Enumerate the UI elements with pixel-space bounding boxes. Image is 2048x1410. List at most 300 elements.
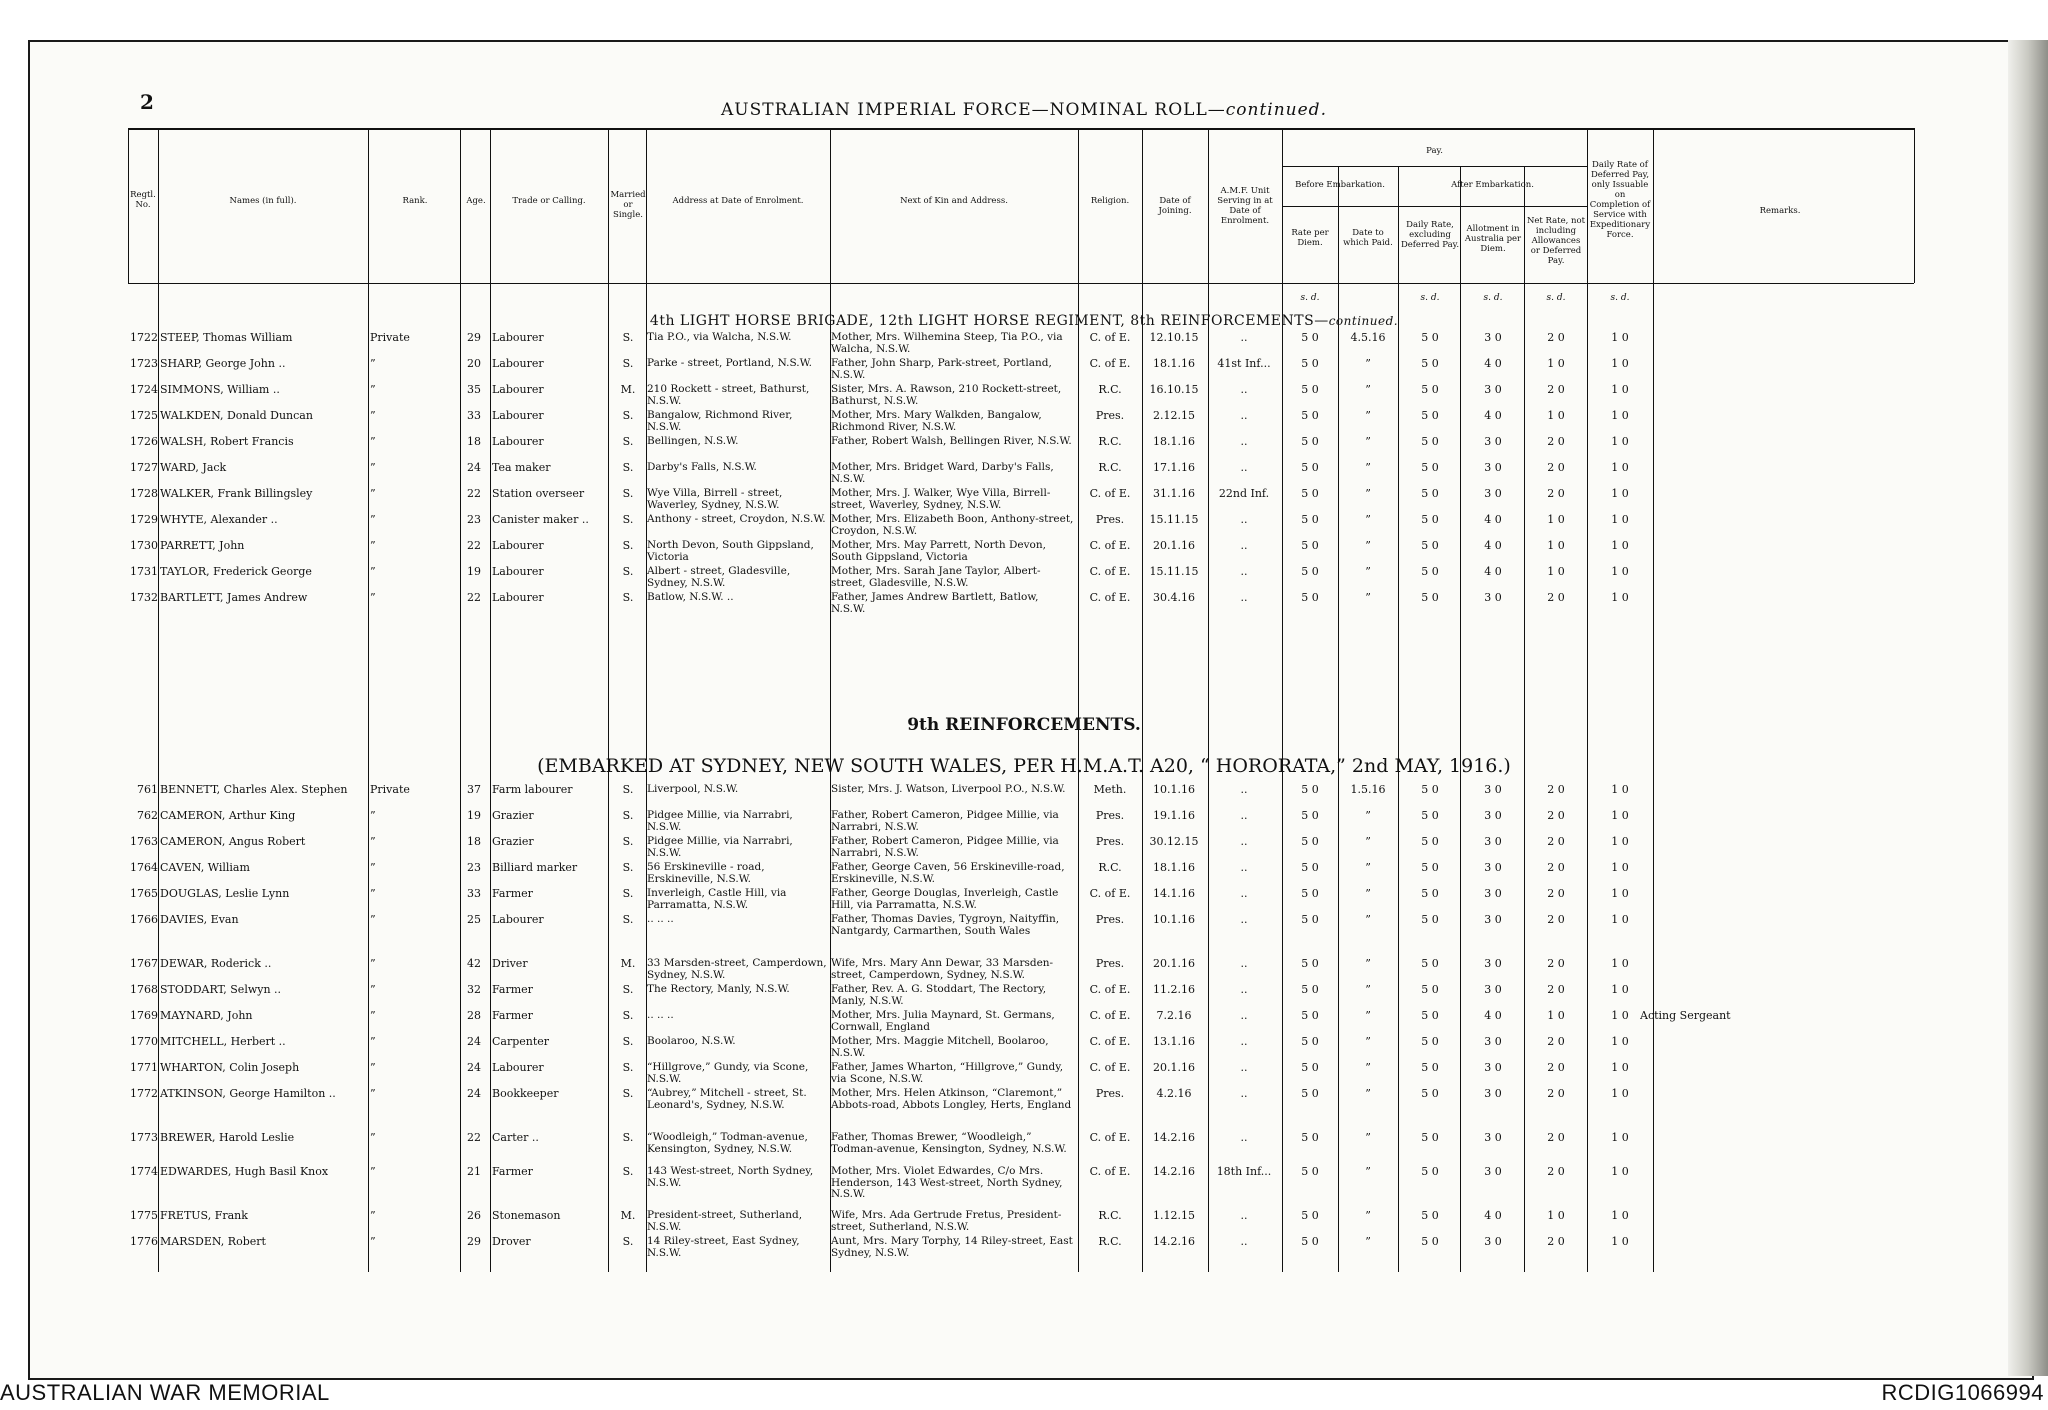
- cell-name: STEEP, Thomas William: [160, 332, 293, 344]
- cell-rate: 5 0: [1301, 862, 1319, 874]
- table-row: [0, 1236, 2048, 1262]
- cell-ms: S.: [622, 514, 634, 526]
- cell-rank: ”: [370, 836, 376, 848]
- cell-rel: R.C.: [1098, 862, 1122, 874]
- running-head-suffix: continued.: [1225, 100, 1327, 120]
- cell-allot: 3 0: [1484, 836, 1502, 848]
- cell-rank: ”: [370, 410, 376, 422]
- cell-def: 1 0: [1611, 810, 1629, 822]
- cell-age: 25: [467, 914, 481, 926]
- cell-trade: Farmer: [492, 984, 533, 996]
- cell-rate: 5 0: [1301, 1166, 1319, 1178]
- cell-allot: 3 0: [1484, 958, 1502, 970]
- cell-def: 1 0: [1611, 1236, 1629, 1248]
- cell-date: 4.2.16: [1156, 1088, 1192, 1100]
- cell-paid: ”: [1365, 958, 1371, 970]
- header-daily-rate: Daily Rate, excluding Deferred Pay.: [1400, 220, 1460, 250]
- cell-age: 18: [467, 436, 481, 448]
- cell-ms: S.: [622, 488, 634, 500]
- cell-paid: ”: [1365, 1010, 1371, 1022]
- cell-ms: S.: [622, 784, 634, 796]
- cell-addr: 56 Erskineville - road, Erskineville, N.S.W.: [647, 862, 765, 885]
- cell-paid: ”: [1365, 1236, 1371, 1248]
- cell-addr: Bangalow, Richmond River, N.S.W.: [647, 410, 793, 433]
- table-row: [0, 810, 2048, 836]
- cell-ms: S.: [622, 332, 634, 344]
- cell-allot: 4 0: [1484, 566, 1502, 578]
- cell-trade: Tea maker: [492, 462, 551, 474]
- cell-name: BREWER, Harold Leslie: [160, 1132, 295, 1144]
- cell-rank: ”: [370, 862, 376, 874]
- cell-date: 10.1.16: [1153, 914, 1195, 926]
- cell-addr: 14 Riley-street, East Sydney, N.S.W.: [647, 1236, 800, 1259]
- cell-rate: 5 0: [1301, 462, 1319, 474]
- page-number: 2: [140, 90, 154, 114]
- cell-trade: Station overseer: [492, 488, 585, 500]
- cell-rate: 5 0: [1301, 384, 1319, 396]
- cell-addr: Batlow, N.S.W. ..: [647, 592, 734, 603]
- cell-rank: ”: [370, 1036, 376, 1048]
- cell-allot: 4 0: [1484, 1210, 1502, 1222]
- cell-kin: Wife, Mrs. Mary Ann Dewar, 33 Marsden-street, Camperdown, Sydney, N.S.W.: [831, 958, 1054, 981]
- cell-rank: ”: [370, 1088, 376, 1100]
- cell-allot: 3 0: [1484, 810, 1502, 822]
- column-rule: [1914, 128, 1915, 283]
- cell-name: MAYNARD, John: [160, 1010, 253, 1022]
- cell-paid: ”: [1365, 836, 1371, 848]
- cell-ms: M.: [620, 1210, 636, 1222]
- cell-age: 23: [467, 514, 481, 526]
- unit-net: s. d.: [1546, 293, 1566, 303]
- cell-net: 2 0: [1547, 462, 1565, 474]
- header-next-of-kin: Next of Kin and Address.: [900, 196, 1008, 206]
- cell-rate: 5 0: [1301, 488, 1319, 500]
- cell-unit: ..: [1240, 836, 1248, 848]
- table-row: [0, 1088, 2048, 1114]
- header-rate-per-diem: Rate per Diem.: [1291, 228, 1329, 248]
- table-row: [0, 1036, 2048, 1062]
- cell-daily: 5 0: [1421, 332, 1439, 344]
- cell-allot: 3 0: [1484, 1062, 1502, 1074]
- cell-rate: 5 0: [1301, 1010, 1319, 1022]
- cell-age: 23: [467, 862, 481, 874]
- cell-age: 37: [467, 784, 481, 796]
- cell-def: 1 0: [1611, 566, 1629, 578]
- cell-age: 33: [467, 888, 481, 900]
- table-row: [0, 358, 2048, 384]
- cell-unit: ..: [1240, 958, 1248, 970]
- cell-rank: ”: [370, 914, 376, 926]
- cell-trade: Driver: [492, 958, 528, 970]
- cell-paid: ”: [1365, 862, 1371, 874]
- cell-age: 35: [467, 384, 481, 396]
- cell-def: 1 0: [1611, 436, 1629, 448]
- cell-trade: Drover: [492, 1236, 531, 1248]
- table-row: [0, 384, 2048, 410]
- cell-daily: 5 0: [1421, 914, 1439, 926]
- cell-ms: M.: [620, 384, 636, 396]
- table-row: [0, 566, 2048, 592]
- cell-addr: Anthony - street, Croydon, N.S.W.: [647, 514, 826, 525]
- cell-age: 33: [467, 410, 481, 422]
- cell-net: 2 0: [1547, 958, 1565, 970]
- table-row: [0, 332, 2048, 358]
- cell-trade: Labourer: [492, 436, 544, 448]
- cell-unit: ..: [1240, 914, 1248, 926]
- header-date-joining: Date of Joining.: [1158, 196, 1192, 216]
- cell-no: 1765: [130, 888, 158, 900]
- cell-addr: “Hillgrove,” Gundy, via Scone, N.S.W.: [647, 1062, 809, 1085]
- cell-daily: 5 0: [1421, 488, 1439, 500]
- cell-kin: Mother, Mrs. May Parrett, North Devon, South Gippsland, Victoria: [831, 540, 1046, 563]
- header-bottom-rule: [128, 283, 1914, 284]
- cell-kin: Mother, Mrs. Elizabeth Boon, Anthony-street, Croydon, N.S.W.: [831, 514, 1074, 537]
- header-remarks: Remarks.: [1759, 206, 1801, 216]
- cell-kin: Father, James Wharton, “Hillgrove,” Gundy, via Scone, N.S.W.: [831, 1062, 1064, 1085]
- cell-addr: Wye Villa, Birrell - street, Waverley, Sydney, N.S.W.: [647, 488, 783, 511]
- cell-allot: 3 0: [1484, 592, 1502, 604]
- cell-age: 26: [467, 1210, 481, 1222]
- cell-trade: Labourer: [492, 540, 544, 552]
- cell-unit: ..: [1240, 1132, 1248, 1144]
- cell-paid: ”: [1365, 1088, 1371, 1100]
- cell-ms: S.: [622, 1036, 634, 1048]
- cell-name: STODDART, Selwyn ..: [160, 984, 282, 996]
- cell-trade: Farm labourer: [492, 784, 573, 796]
- cell-def: 1 0: [1611, 410, 1629, 422]
- cell-kin: Mother, Mrs. Wilhemina Steep, Tia P.O., via Walcha, N.S.W.: [831, 332, 1063, 355]
- cell-ms: S.: [622, 914, 634, 926]
- cell-unit: ..: [1240, 888, 1248, 900]
- cell-no: 1767: [130, 958, 158, 970]
- cell-paid: ”: [1365, 358, 1371, 370]
- header-net-rate: Net Rate, not including Allowances or Deferred Pay.: [1526, 216, 1586, 266]
- cell-kin: Sister, Mrs. A. Rawson, 210 Rockett-street, Bathurst, N.S.W.: [831, 384, 1062, 407]
- cell-age: 28: [467, 1010, 481, 1022]
- cell-addr: Liverpool, N.S.W.: [647, 784, 739, 795]
- cell-no: 1726: [130, 436, 158, 448]
- running-head-title: AUSTRALIAN IMPERIAL FORCE—NOMINAL ROLL—: [721, 100, 1226, 120]
- cell-age: 18: [467, 836, 481, 848]
- cell-age: 32: [467, 984, 481, 996]
- cell-net: 2 0: [1547, 436, 1565, 448]
- cell-date: 31.1.16: [1153, 488, 1195, 500]
- cell-ms: S.: [622, 836, 634, 848]
- cell-rate: 5 0: [1301, 984, 1319, 996]
- cell-rel: R.C.: [1098, 462, 1122, 474]
- cell-rate: 5 0: [1301, 1062, 1319, 1074]
- section2-title: 9th REINFORCEMENTS.: [907, 715, 1141, 735]
- table-row: [0, 1132, 2048, 1158]
- cell-no: 1775: [130, 1210, 158, 1222]
- cell-name: WHARTON, Colin Joseph: [160, 1062, 300, 1074]
- cell-rel: Pres.: [1095, 810, 1125, 822]
- cell-name: MARSDEN, Robert: [160, 1236, 266, 1248]
- cell-ms: S.: [622, 1166, 634, 1178]
- table-row: [0, 410, 2048, 436]
- cell-allot: 3 0: [1484, 1166, 1502, 1178]
- cell-def: 1 0: [1611, 1010, 1629, 1022]
- cell-unit: ..: [1240, 1010, 1248, 1022]
- cell-ms: S.: [622, 436, 634, 448]
- cell-daily: 5 0: [1421, 784, 1439, 796]
- cell-paid: ”: [1365, 914, 1371, 926]
- cell-allot: 3 0: [1484, 1088, 1502, 1100]
- cell-rel: C. of E.: [1089, 888, 1131, 900]
- cell-kin: Father, George Douglas, Inverleigh, Castle Hill, via Parramatta, N.S.W.: [831, 888, 1059, 911]
- cell-name: SIMMONS, William ..: [160, 384, 280, 396]
- header-names: Names (in full).: [229, 196, 297, 206]
- cell-net: 1 0: [1547, 514, 1565, 526]
- unit-rate: s. d.: [1300, 293, 1320, 303]
- cell-name: WALKER, Frank Billingsley: [160, 488, 313, 500]
- cell-allot: 3 0: [1484, 1036, 1502, 1048]
- cell-no: 1768: [130, 984, 158, 996]
- cell-daily: 5 0: [1421, 358, 1439, 370]
- cell-paid: ”: [1365, 1132, 1371, 1144]
- cell-rel: C. of E.: [1089, 1166, 1131, 1178]
- cell-name: EDWARDES, Hugh Basil Knox: [160, 1166, 329, 1178]
- cell-rank: ”: [370, 1236, 376, 1248]
- cell-def: 1 0: [1611, 540, 1629, 552]
- section1-heading: [0, 313, 2048, 329]
- header-date-paid: Date to which Paid.: [1343, 228, 1393, 248]
- table-row: [0, 1166, 2048, 1200]
- cell-def: 1 0: [1611, 1036, 1629, 1048]
- cell-rate: 5 0: [1301, 332, 1319, 344]
- cell-date: 17.1.16: [1153, 462, 1195, 474]
- cell-age: 22: [467, 1132, 481, 1144]
- cell-unit: ..: [1240, 540, 1248, 552]
- cell-unit: ..: [1240, 332, 1248, 344]
- cell-trade: Labourer: [492, 914, 544, 926]
- cell-trade: Bookkeeper: [492, 1088, 559, 1100]
- cell-daily: 5 0: [1421, 540, 1439, 552]
- cell-ms: S.: [622, 566, 634, 578]
- cell-daily: 5 0: [1421, 984, 1439, 996]
- cell-name: WHYTE, Alexander ..: [160, 514, 278, 526]
- cell-trade: Labourer: [492, 358, 544, 370]
- cell-no: 1728: [130, 488, 158, 500]
- cell-addr: Inverleigh, Castle Hill, via Parramatta, N.S.W.: [647, 888, 787, 911]
- cell-age: 24: [467, 1088, 481, 1100]
- cell-date: 12.10.15: [1149, 332, 1199, 344]
- cell-kin: Mother, Mrs. Mary Walkden, Bangalow, Richmond River, N.S.W.: [831, 410, 1042, 433]
- cell-ms: S.: [622, 888, 634, 900]
- cell-rel: Pres.: [1095, 1088, 1125, 1100]
- table-row: [0, 958, 2048, 984]
- cell-name: PARRETT, John: [160, 540, 245, 552]
- cell-date: 30.12.15: [1149, 836, 1199, 848]
- cell-rate: 5 0: [1301, 592, 1319, 604]
- cell-kin: Mother, Mrs. Violet Edwardes, C/o Mrs. Henderson, 143 West-street, North Sydney, N.S.W.: [831, 1166, 1063, 1200]
- cell-allot: 3 0: [1484, 888, 1502, 900]
- cell-date: 18.1.16: [1153, 436, 1195, 448]
- header-married: Married or Single.: [610, 190, 646, 220]
- cell-paid: ”: [1365, 566, 1371, 578]
- cell-rel: C. of E.: [1089, 358, 1131, 370]
- cell-addr: Tia P.O., via Walcha, N.S.W.: [647, 332, 792, 343]
- cell-unit: 18th Inf...: [1216, 1166, 1272, 1178]
- cell-net: 2 0: [1547, 1036, 1565, 1048]
- cell-trade: Labourer: [492, 332, 544, 344]
- cell-name: FRETUS, Frank: [160, 1210, 248, 1222]
- cell-kin: Father, George Caven, 56 Erskineville-road, Erskineville, N.S.W.: [831, 862, 1065, 885]
- cell-rank: ”: [370, 1010, 376, 1022]
- table-row: [0, 862, 2048, 888]
- cell-name: ATKINSON, George Hamilton ..: [160, 1088, 336, 1100]
- cell-name: WALSH, Robert Francis: [160, 436, 294, 448]
- cell-daily: 5 0: [1421, 514, 1439, 526]
- running-head: [0, 100, 2048, 120]
- cell-date: 14.2.16: [1153, 1166, 1195, 1178]
- cell-age: 24: [467, 1036, 481, 1048]
- cell-ms: S.: [622, 862, 634, 874]
- cell-daily: 5 0: [1421, 384, 1439, 396]
- header-before-embarkation: Before Embarkation.: [1295, 180, 1385, 190]
- table-row: [0, 1062, 2048, 1088]
- cell-unit: 22nd Inf.: [1218, 488, 1270, 500]
- cell-daily: 5 0: [1421, 462, 1439, 474]
- cell-daily: 5 0: [1421, 862, 1439, 874]
- cell-def: 1 0: [1611, 1062, 1629, 1074]
- cell-addr: 33 Marsden-street, Camperdown, Sydney, N.S.W.: [647, 958, 827, 981]
- header-top-rule: [128, 128, 1914, 130]
- cell-no: 1727: [130, 462, 158, 474]
- cell-unit: ..: [1240, 1236, 1248, 1248]
- cell-age: 20: [467, 358, 481, 370]
- cell-kin: Aunt, Mrs. Mary Torphy, 14 Riley-street, East Sydney, N.S.W.: [831, 1236, 1073, 1259]
- cell-rel: R.C.: [1098, 384, 1122, 396]
- cell-rel: C. of E.: [1089, 592, 1131, 604]
- cell-kin: Father, Thomas Brewer, “Woodleigh,” Todman-avenue, Kensington, Sydney, N.S.W.: [831, 1132, 1067, 1155]
- footer-right: RCDIG1066994: [1881, 1380, 2044, 1405]
- cell-rel: C. of E.: [1089, 984, 1131, 996]
- cell-date: 20.1.16: [1153, 1062, 1195, 1074]
- cell-trade: Canister maker ..: [492, 514, 589, 526]
- cell-age: 21: [467, 1166, 481, 1178]
- cell-rank: ”: [370, 888, 376, 900]
- cell-addr: Pidgee Millie, via Narrabri, N.S.W.: [647, 836, 793, 859]
- cell-rel: Pres.: [1095, 836, 1125, 848]
- cell-no: 1766: [130, 914, 158, 926]
- table-row: [0, 540, 2048, 566]
- cell-net: 2 0: [1547, 888, 1565, 900]
- cell-kin: Mother, Mrs. Julia Maynard, St. Germans, Cornwall, England: [831, 1010, 1055, 1033]
- cell-def: 1 0: [1611, 984, 1629, 996]
- cell-name: DAVIES, Evan: [160, 914, 239, 926]
- cell-no: 1729: [130, 514, 158, 526]
- cell-def: 1 0: [1611, 784, 1629, 796]
- cell-rate: 5 0: [1301, 1132, 1319, 1144]
- table-row: [0, 436, 2048, 462]
- cell-ms: S.: [622, 984, 634, 996]
- pay-sub-rule-2: [1282, 206, 1587, 207]
- cell-allot: 4 0: [1484, 1010, 1502, 1022]
- table-row: [0, 984, 2048, 1010]
- cell-no: 1776: [130, 1236, 158, 1248]
- cell-rank: ”: [370, 958, 376, 970]
- cell-rank: ”: [370, 514, 376, 526]
- pay-sub-rule: [1282, 166, 1587, 167]
- cell-daily: 5 0: [1421, 836, 1439, 848]
- cell-net: 2 0: [1547, 488, 1565, 500]
- cell-trade: Billiard marker: [492, 862, 578, 874]
- cell-paid: 4.5.16: [1350, 332, 1386, 344]
- header-pay: Pay.: [1426, 146, 1443, 156]
- cell-trade: Farmer: [492, 1166, 533, 1178]
- cell-net: 1 0: [1547, 410, 1565, 422]
- cell-no: 1769: [130, 1010, 158, 1022]
- cell-rank: ”: [370, 1166, 376, 1178]
- cell-trade: Carpenter: [492, 1036, 550, 1048]
- cell-allot: 4 0: [1484, 358, 1502, 370]
- cell-unit: ..: [1240, 592, 1248, 604]
- cell-rel: R.C.: [1098, 436, 1122, 448]
- cell-allot: 3 0: [1484, 784, 1502, 796]
- cell-name: BENNETT, Charles Alex. Stephen: [160, 784, 348, 796]
- cell-allot: 4 0: [1484, 514, 1502, 526]
- cell-rate: 5 0: [1301, 514, 1319, 526]
- cell-net: 2 0: [1547, 384, 1565, 396]
- cell-def: 1 0: [1611, 862, 1629, 874]
- cell-date: 10.1.16: [1153, 784, 1195, 796]
- cell-age: 19: [467, 810, 481, 822]
- header-regtl-no: Regtl. No.: [130, 190, 156, 210]
- cell-date: 20.1.16: [1153, 540, 1195, 552]
- cell-paid: ”: [1365, 1036, 1371, 1048]
- cell-name: CAMERON, Arthur King: [160, 810, 296, 822]
- cell-name: DOUGLAS, Leslie Lynn: [160, 888, 290, 900]
- cell-kin: Father, Rev. A. G. Stoddart, The Rectory, Manly, N.S.W.: [831, 984, 1047, 1007]
- cell-unit: ..: [1240, 384, 1248, 396]
- header-amf-unit: A.M.F. Unit Serving in at Date of Enrolment.: [1217, 186, 1273, 226]
- cell-ms: S.: [622, 1010, 634, 1022]
- cell-daily: 5 0: [1421, 1036, 1439, 1048]
- cell-date: 19.1.16: [1153, 810, 1195, 822]
- footer-left: AUSTRALIAN WAR MEMORIAL: [0, 1380, 330, 1405]
- cell-rate: 5 0: [1301, 358, 1319, 370]
- cell-rate: 5 0: [1301, 810, 1319, 822]
- cell-addr: North Devon, South Gippsland, Victoria: [647, 540, 814, 563]
- cell-ms: S.: [622, 358, 634, 370]
- cell-allot: 3 0: [1484, 384, 1502, 396]
- cell-rank: ”: [370, 462, 376, 474]
- cell-paid: ”: [1365, 1210, 1371, 1222]
- cell-paid: ”: [1365, 514, 1371, 526]
- cell-paid: ”: [1365, 540, 1371, 552]
- cell-allot: 3 0: [1484, 1132, 1502, 1144]
- cell-net: 1 0: [1547, 1010, 1565, 1022]
- cell-ms: S.: [622, 1088, 634, 1100]
- cell-rate: 5 0: [1301, 888, 1319, 900]
- cell-unit: ..: [1240, 810, 1248, 822]
- cell-addr: Bellingen, N.S.W.: [647, 436, 739, 447]
- cell-no: 1763: [130, 836, 158, 848]
- cell-allot: 3 0: [1484, 332, 1502, 344]
- cell-date: 15.11.15: [1149, 514, 1199, 526]
- cell-ms: S.: [622, 1132, 634, 1144]
- cell-name: BARTLETT, James Andrew: [160, 592, 308, 604]
- cell-rel: Pres.: [1095, 410, 1125, 422]
- cell-date: 2.12.15: [1153, 410, 1195, 422]
- cell-kin: Father, Robert Cameron, Pidgee Millie, via Narrabri, N.S.W.: [831, 810, 1059, 833]
- cell-rate: 5 0: [1301, 540, 1319, 552]
- cell-rate: 5 0: [1301, 1236, 1319, 1248]
- cell-net: 1 0: [1547, 566, 1565, 578]
- cell-daily: 5 0: [1421, 1062, 1439, 1074]
- cell-no: 1730: [130, 540, 158, 552]
